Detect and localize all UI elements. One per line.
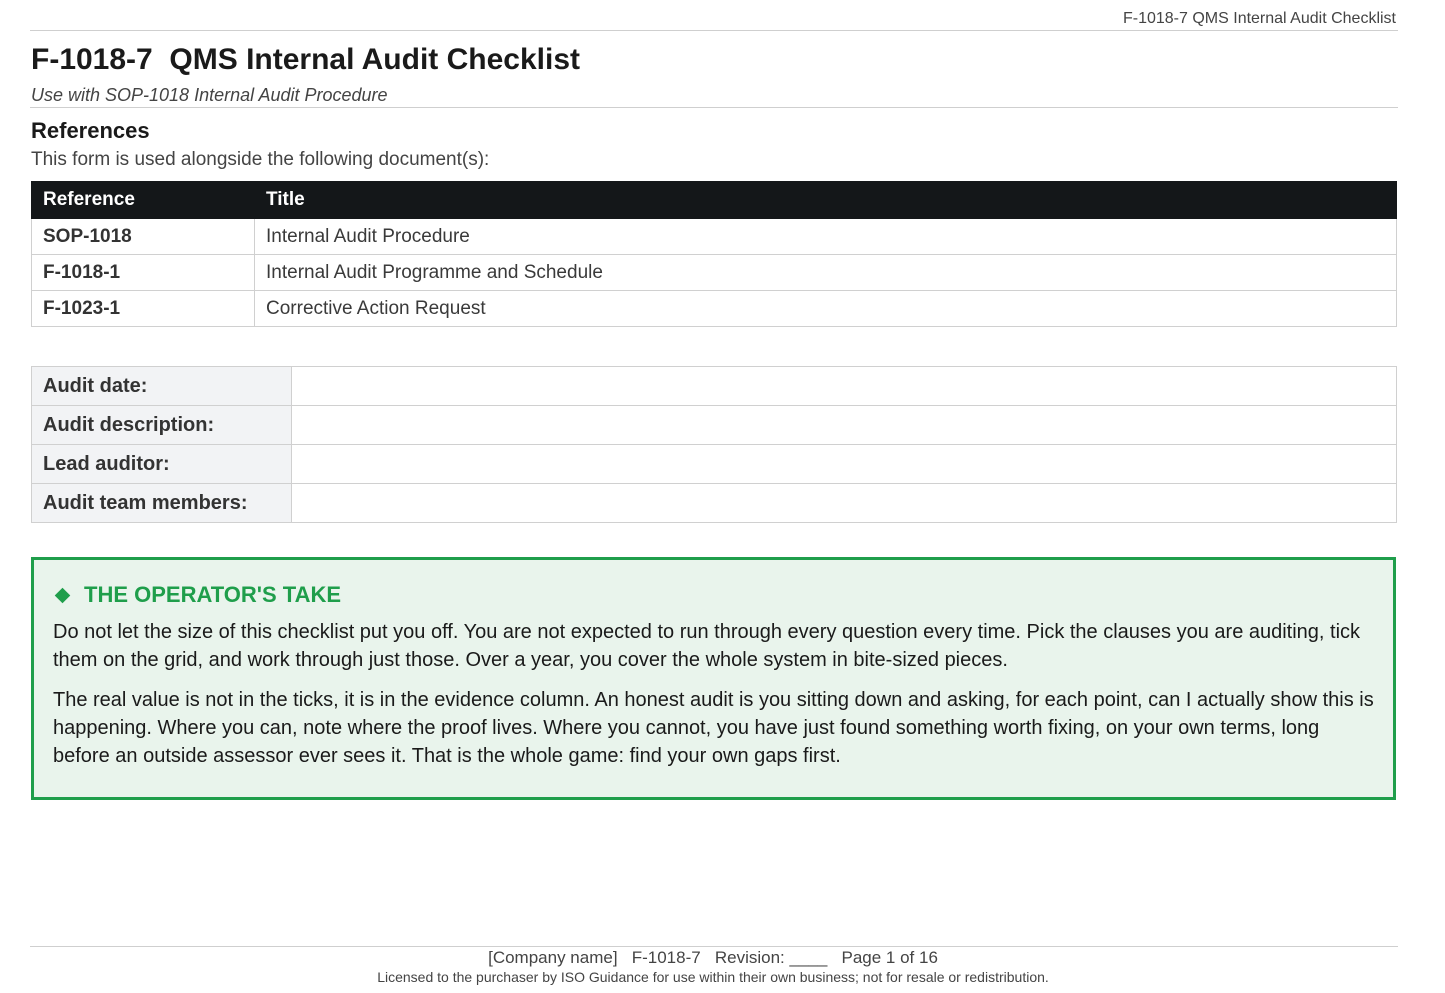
audit-description-field[interactable] <box>292 406 1397 445</box>
audit-date-label: Audit date: <box>32 367 292 406</box>
audit-team-members-field[interactable] <box>292 484 1397 523</box>
reference-code: F-1023-1 <box>32 291 255 327</box>
table-row <box>32 219 1397 255</box>
reference-title: Internal Audit Programme and Schedule <box>255 255 1397 291</box>
title-divider <box>30 107 1398 108</box>
lead-auditor-label: Lead auditor: <box>32 445 292 484</box>
callout-paragraph: Do not let the size of this checklist put you off. You are not expected to run through every question every time. Pick the clauses you are auditing, tick them on the grid, and work through just those. Over a year, you cover the whole system in bite-sized pieces. <box>53 621 1361 671</box>
footer-document-info: [Company name] F-1018-7 Revision: ____ Page 1 of 16 <box>488 948 938 967</box>
audit-description-row <box>32 406 1397 445</box>
footer-license-notice: Licensed to the purchaser by ISO Guidance for use within their own business; not for resale or redistribution. <box>377 969 1049 985</box>
running-header: F-1018-7 QMS Internal Audit Checklist <box>1122 10 1396 27</box>
table-header-row <box>32 182 1397 219</box>
callout-heading <box>53 582 1374 608</box>
header-divider <box>30 30 1398 31</box>
audit-team-members-label: Audit team members: <box>32 484 292 523</box>
references-table <box>31 181 1397 327</box>
audit-details-table <box>31 366 1397 523</box>
lead-auditor-row <box>32 445 1397 484</box>
callout-heading-text: THE OPERATOR'S TAKE <box>84 582 342 607</box>
references-heading: References <box>31 118 150 143</box>
reference-title: Internal Audit Procedure <box>255 219 1397 255</box>
callout-paragraph: The real value is not in the ticks, it is in the evidence column. An honest audit is you sitting down and asking, for each point, can I actually show this is happening. Where you can, note where the proof lives. Where you cannot, you have just found something worth fixing, on your own terms, long before an outside assessor ever sees it. That is the whole game: find your own gaps first. <box>53 689 1374 767</box>
audit-description-label: Audit description: <box>32 406 292 445</box>
footer-divider <box>30 946 1398 947</box>
diamond-icon <box>55 587 71 603</box>
audit-team-members-row <box>32 484 1397 523</box>
operators-take-callout <box>31 557 1396 800</box>
audit-date-field[interactable] <box>292 367 1397 406</box>
document-subtitle: Use with SOP-1018 Internal Audit Procedure <box>31 85 388 105</box>
reference-title: Corrective Action Request <box>255 291 1397 327</box>
references-intro: This form is used alongside the following document(s): <box>31 149 490 170</box>
reference-code: F-1018-1 <box>32 255 255 291</box>
audit-date-row <box>32 367 1397 406</box>
table-row <box>32 291 1397 327</box>
reference-code: SOP-1018 <box>32 219 255 255</box>
document-title: F-1018-7 QMS Internal Audit Checklist <box>31 43 581 76</box>
table-row <box>32 255 1397 291</box>
column-header-title: Title <box>255 182 1397 219</box>
column-header-reference: Reference <box>32 182 255 219</box>
lead-auditor-field[interactable] <box>292 445 1397 484</box>
